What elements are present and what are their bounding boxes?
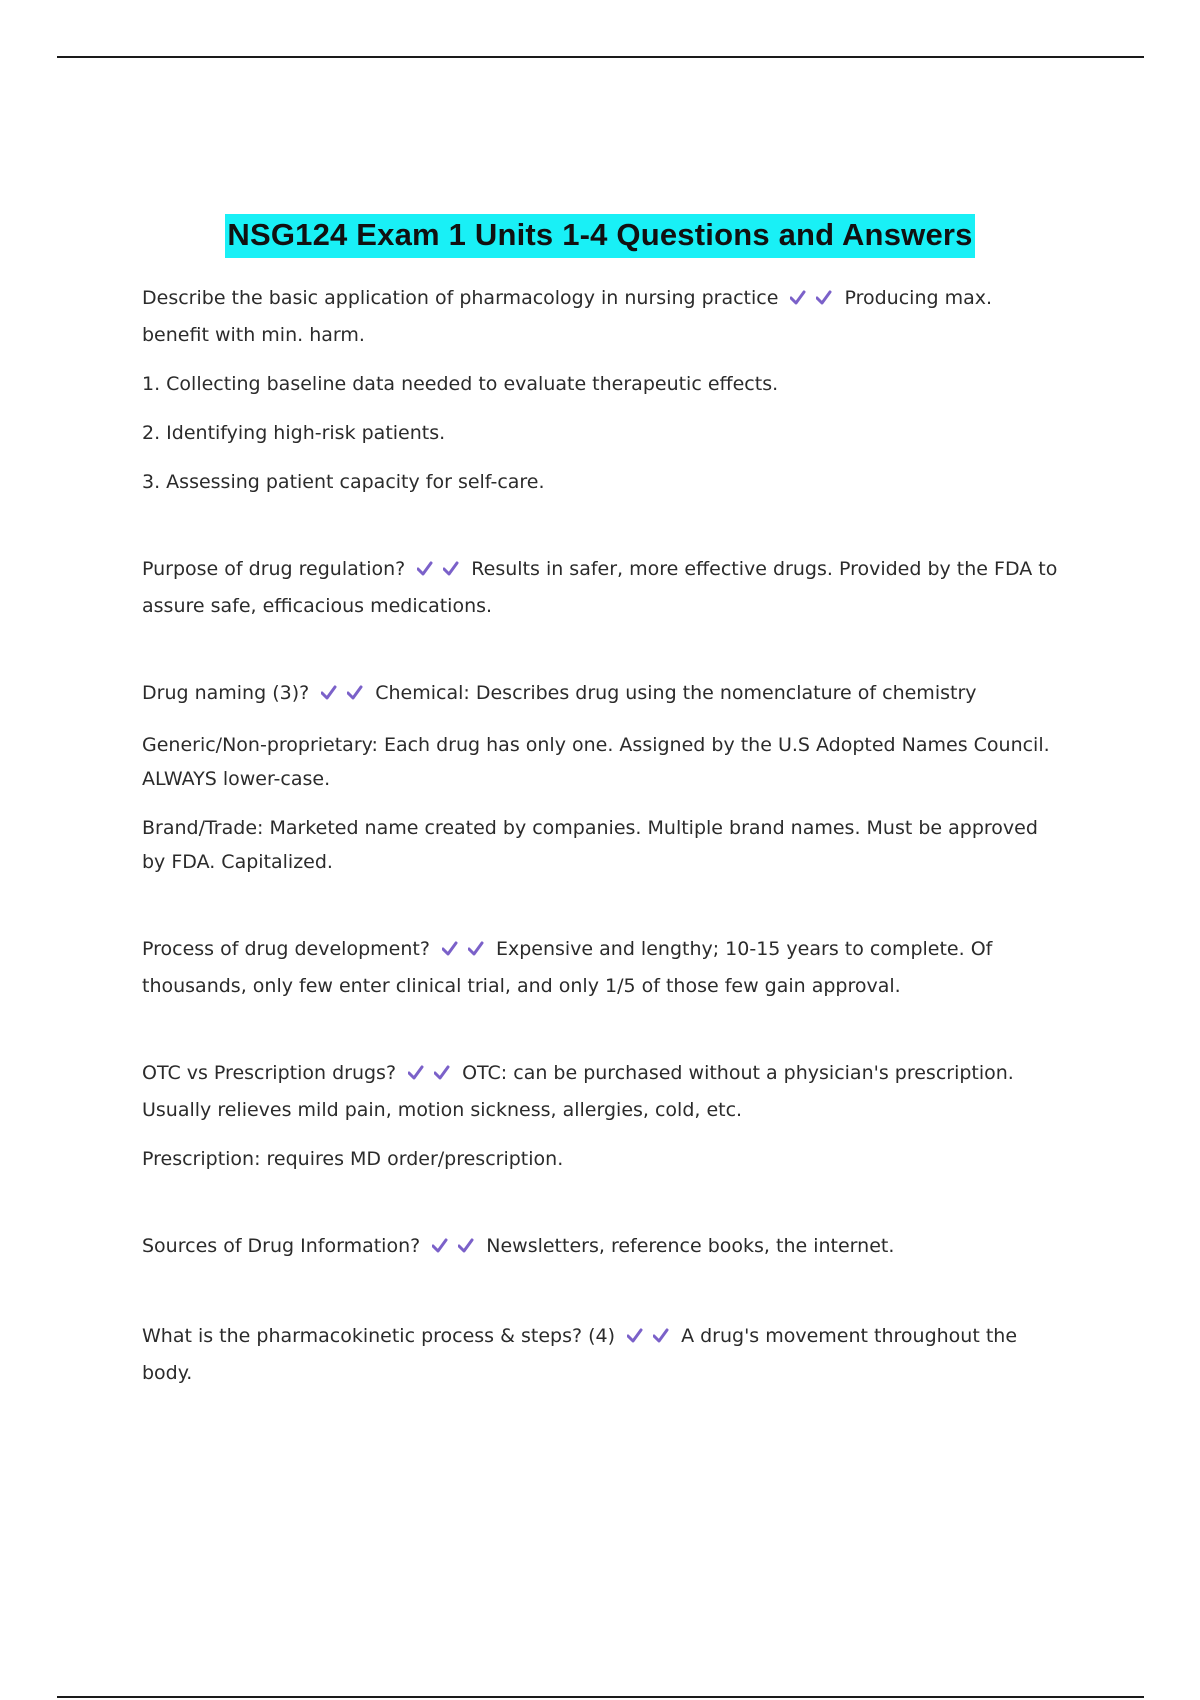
list-item: 3. Assessing patient capacity for self-care. (142, 471, 545, 493)
answer-text: Producing max. benefit with min. harm. (142, 287, 993, 346)
answer-text: Newsletters, reference books, the internet. (486, 1235, 895, 1257)
list-item: Prescription: requires MD order/prescription. (142, 1148, 564, 1170)
top-rule (57, 56, 1144, 58)
qa-item (142, 1056, 1062, 1127)
qa-item (142, 1229, 1062, 1266)
question-text: Describe the basic application of pharmacology in nursing practice (142, 287, 779, 309)
answer-text: Chemical: Describes drug using the nomenclature of chemistry (375, 682, 977, 704)
answer-text: OTC: can be purchased without a physician's prescription. Usually relieves mild pain, motion sickness, allergies, cold, etc. (142, 1062, 1014, 1121)
double-check-icon (432, 1232, 484, 1266)
qa-item (142, 281, 1062, 352)
double-check-icon (417, 555, 469, 589)
bottom-rule (57, 1696, 1144, 1698)
qa-item (142, 676, 1062, 713)
list-item: 1. Collecting baseline data needed to evaluate therapeutic effects. (142, 373, 779, 395)
answer-text: Expensive and lengthy; 10-15 years to complete. Of thousands, only few enter clinical trial, and only 1/5 of those few gain approval. (142, 938, 993, 997)
title-container (0, 214, 1200, 258)
qa-content (142, 281, 1062, 1405)
double-check-icon (442, 935, 494, 969)
document-title: NSG124 Exam 1 Units 1-4 Questions and Answers (225, 214, 974, 258)
double-check-icon (321, 679, 373, 713)
question-text: OTC vs Prescription drugs? (142, 1062, 397, 1084)
double-check-icon (627, 1322, 679, 1356)
qa-item (142, 1319, 1062, 1390)
list-item: 2. Identifying high-risk patients. (142, 422, 446, 444)
list-item: Generic/Non-proprietary: Each drug has only one. Assigned by the U.S Adopted Names Council. ALWAYS lower-case. (142, 734, 1050, 790)
answer-text: Results in safer, more effective drugs. Provided by the FDA to assure safe, efficacious medications. (142, 558, 1058, 617)
question-text: Process of drug development? (142, 938, 430, 960)
qa-item (142, 552, 1062, 623)
question-text: Purpose of drug regulation? (142, 558, 406, 580)
qa-item (142, 932, 1062, 1003)
question-text: Sources of Drug Information? (142, 1235, 421, 1257)
question-text: What is the pharmacokinetic process & steps? (4) (142, 1325, 616, 1347)
double-check-icon (408, 1059, 460, 1093)
answer-text: A drug's movement throughout the body. (142, 1325, 1018, 1384)
double-check-icon (790, 284, 842, 318)
list-item: Brand/Trade: Marketed name created by companies. Multiple brand names. Must be approved by FDA. Capitalized. (142, 817, 1038, 873)
question-text: Drug naming (3)? (142, 682, 310, 704)
